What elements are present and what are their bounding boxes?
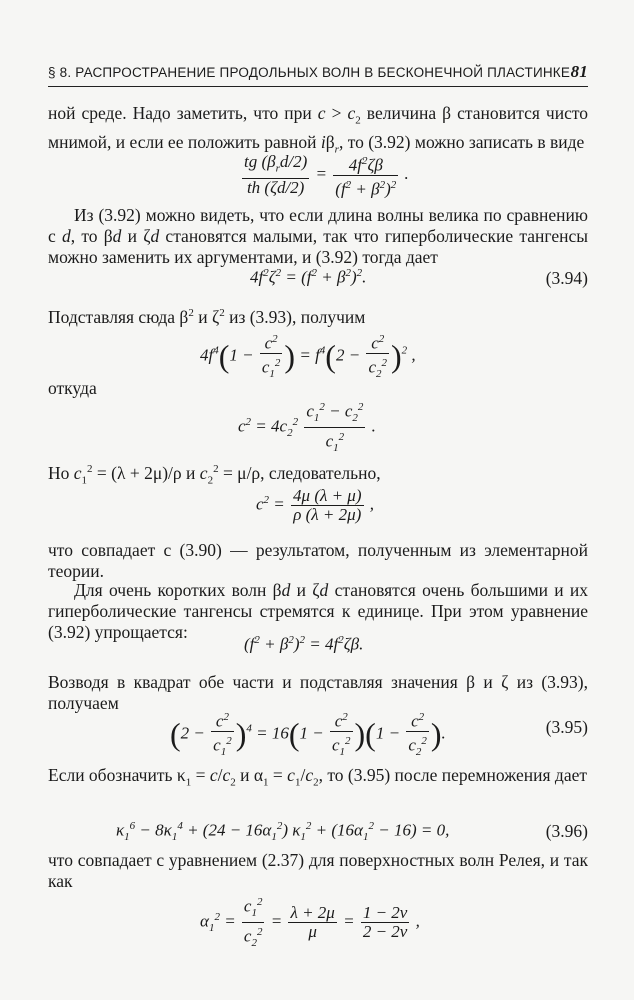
equation-f4: $4f^4(1$ − $\frac{c^2}{c_1^2}$ ) = $f^4(2$ − $\frac{c^2}{c_2^2}$ )$^2$ , bbox=[200, 330, 416, 383]
equation-number-3-95: (3.95) bbox=[545, 717, 588, 737]
equation-tg-th: $\frac{tg (\beta_rd/2)}{th (\zeta d/2)}$ = $\frac{4f^2\zeta\beta}{(f^2 + \beta^2)^2}$ . bbox=[244, 152, 409, 199]
paragraph-5: Но $c_1^2 = (\lambda + 2\mu)/\rho$ и $c_2^2 = \mu/\rho$, следовательно, bbox=[48, 462, 381, 487]
paragraph-6: что совпадает с (3.90) — результатом, полученным из элементарной теории. bbox=[48, 540, 588, 581]
equation-3-95: (2 − $\frac{c^2}{c_1^2}$ )$^4$ = 16(1 − $\frac{c^2}{c_1^2}$ )(1 − $\frac{c^2}{c_2^2}$ ). bbox=[170, 708, 446, 761]
paragraph-4: откуда bbox=[48, 378, 97, 398]
paragraph-10: что совпадает с уравнением (2.37) для поверхностных волн Релея, и так как bbox=[48, 850, 588, 891]
paragraph-9: Если обозначить $\kappa_1 = c/c_2$ и $\alpha_1 = c_1/c_2$, то (3.95) после перемножения дает bbox=[48, 765, 588, 789]
paragraph-1: ной среде. Надо заметить, что при $c > c_2$ величина β становится чисто мнимой, и если ее положить равной $i\beta_r$, то (3.92) можно записать в виде bbox=[48, 103, 589, 155]
equation-3-96: $\kappa_1^6 - 8\kappa_1^4 + (24 - 16\alpha_1^2) \kappa_1^2 + (16\alpha_1^2 - 16) = 0$, bbox=[116, 820, 450, 844]
header-title: § 8. РАСПРОСТРАНЕНИЕ ПРОДОЛЬНЫХ ВОЛН В БЕСКОНЕЧНОЙ ПЛАСТИНКЕ bbox=[48, 65, 571, 80]
paragraph-2: Из (3.92) можно видеть, что если длина волны велика по сравнению с d, то βd и ζd становятся малыми, так что гиперболические тангенсы можно заменить их аргументами, и (3.92) тогда дает bbox=[48, 205, 589, 267]
equation-c2: $c^2 = 4c_2^2$ $\frac{c_1^2 - c_2^2}{c_1^2}$ . bbox=[238, 398, 376, 457]
equation-number-3-94: (3.94) bbox=[545, 268, 588, 288]
equation-alpha: $\alpha_1^2$ = $\frac{c_1^2}{c_2^2}$ = $\frac{\lambda + 2\mu}{\mu}$ = $\frac{1 - 2\nu}{2 - 2\nu}$ , bbox=[200, 893, 420, 952]
equation-3-94: $4f^2\zeta^2 = (f^2 + \beta^2)^2$. bbox=[250, 267, 367, 287]
equation-c2-elastic: $c^2$ = $\frac{4\mu (\lambda + \mu)}{\rho (\lambda + 2\mu)}$ , bbox=[256, 486, 375, 524]
paragraph-7: Для очень коротких волн βd и ζd становятся очень большими и их гиперболические тангенсы стремятся к единице. При этом уравнение (3.92) упрощается: bbox=[48, 580, 589, 642]
page-number: 81 bbox=[570, 62, 588, 81]
equation-short-waves: $(f^2 + \beta^2)^2 = 4f^2\zeta\beta$. bbox=[244, 634, 364, 654]
paragraph-8: Возводя в квадрат обе части и подставляя значения β и ζ из (3.93), получаем bbox=[48, 672, 588, 713]
running-header bbox=[48, 62, 588, 87]
equation-number-3-96: (3.96) bbox=[545, 821, 588, 841]
paragraph-3: Подставляя сюда $\beta^2$ и $\zeta^2$ из (3.93), получим bbox=[48, 306, 366, 327]
